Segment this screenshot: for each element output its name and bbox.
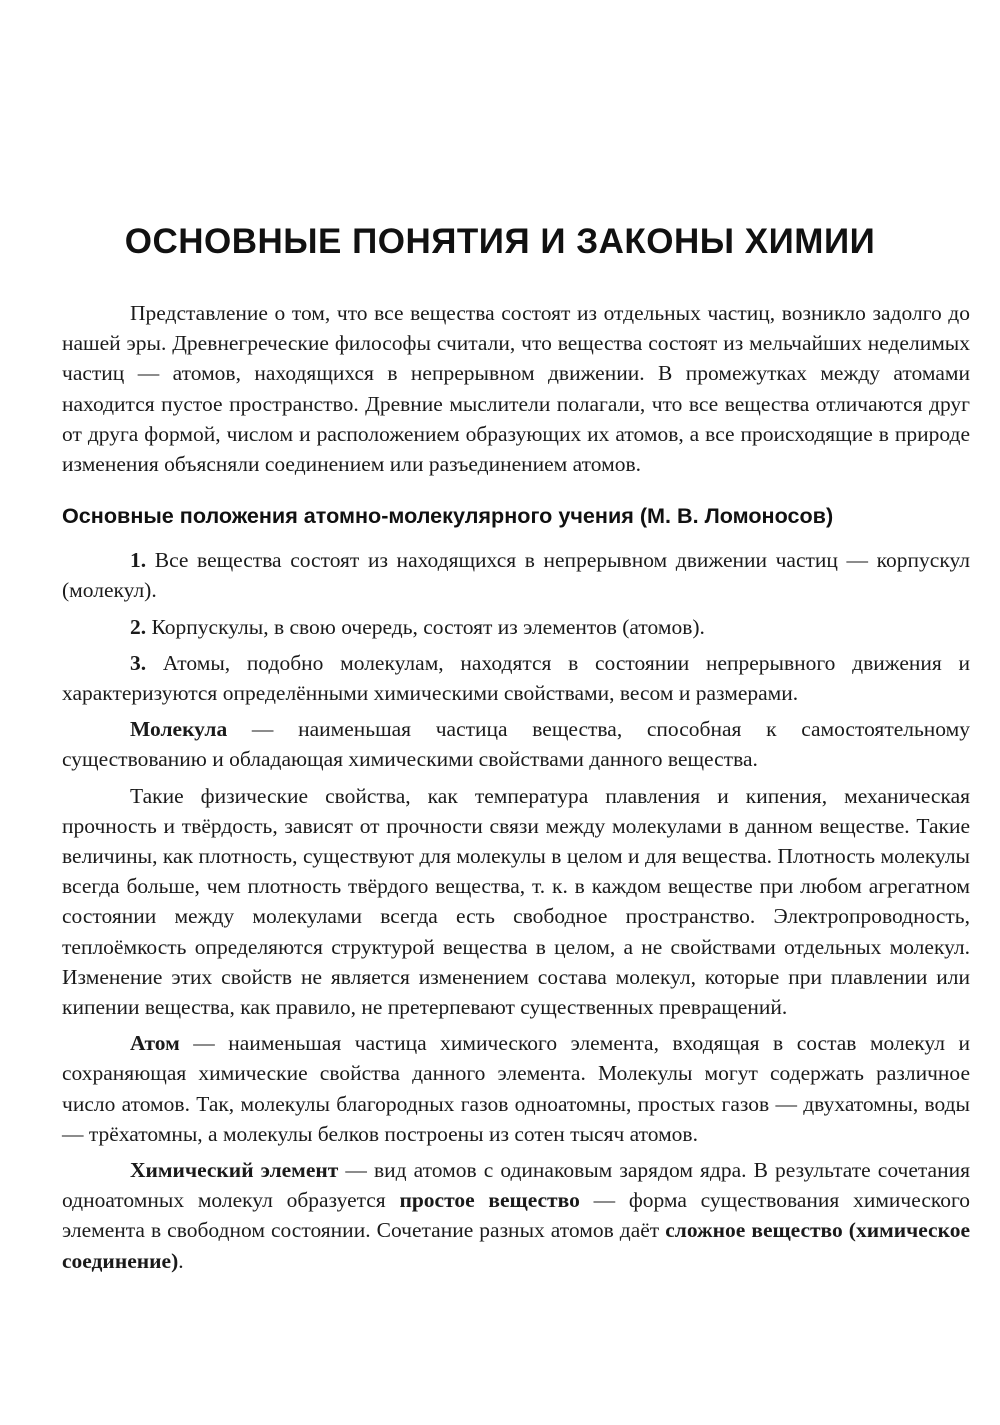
properties-paragraph: Такие физические свойства, как температура плавления и кипения, механическая прочность и твёрдость, зависят от прочности связи между молекулами в данном веществе. Такие величины, как плотность, существуют для молекулы в целом и для вещества. Плотность молекулы всегда больше, чем плотность твёрдого вещества, т. к. в каждом веществе при любом агрегатном состоянии между молекулами всегда есть свободное пространство. Электропроводность, теплоёмкость определяются структурой вещества в целом, а не свойствами отдельных молекул. Изменение этих свойств не является изменением состава молекул, которые при плавлении или кипении вещества, как правило, не претерпевают существенных превращений. [62,783,970,1020]
term-atom: Атом [130,1031,180,1056]
section-heading: Основные положения атомно-молекулярного учения (М. В. Ломоносов) [62,503,834,529]
intro-paragraph: Представление о том, что все вещества состоят из отдельных частиц, возникло задолго до нашей эры. Древнегреческие философы считали, что вещества состоят из мельчайших неделимых частиц — атомов, находящихся в непрерывном движении. В промежутках между атомами находится пустое пространство. Древние мыслители полагали, что все вещества отличаются друг от друга формой, числом и расположением образующих их атомов, а все происходящие в природе изменения объясняли соединением или разъединением атомов. [62,301,970,477]
molecule-definition [62,714,970,774]
term-chemical-element: Химический элемент [130,1158,339,1183]
element-definition [62,1155,970,1276]
term-complex-substance: сложное вещество (химическое соединение) [62,1218,970,1273]
postulate-text: Корпускулы, в свою очередь, состоят из элементов (атомов). [146,614,705,639]
postulate-number: 1. [130,548,147,573]
atom-text: — наименьшая частица химического элемента, входящая в состав молекул и сохраняющая химические свойства данного элемента. Молекулы могут содержать различное число атомов. Так, молекулы благородных газов одноатомны, простых газов — двухатомны, воды — трёхатомны, а молекулы белков построены из сотен тысяч атомов. [62,1031,970,1146]
postulate-number: 3. [130,650,147,675]
postulate-text: Все вещества состоят из находящихся в непрерывном движении частиц — корпускул (молекул). [62,548,970,603]
postulate-text: Атомы, подобно молекулам, находятся в состоянии непрерывного движения и характеризуются определёнными химическими свойствами, весом и размерами. [62,650,970,706]
postulate-2 [62,612,970,642]
element-text-3: . [178,1248,184,1273]
term-simple-substance: простое вещество [399,1188,580,1213]
document-body [62,298,970,1276]
postulate-number: 2. [130,614,147,639]
term-molecule: Молекула [130,717,228,742]
element-text-2: — форма существования химического элемента в свободном состоянии. Сочетание разных атомов даёт [62,1188,971,1243]
element-text-1: — вид атомов с одинаковым зарядом ядра. В результате сочетания одноатомных молекул образуется [62,1158,971,1213]
page-title: ОСНОВНЫЕ ПОНЯТИЯ И ЗАКОНЫ ХИМИИ [124,222,876,261]
postulate-3 [62,648,970,708]
molecule-text: — наименьшая частица вещества, способная к самостоятельному существованию и обладающая химическими свойствами данного вещества. [62,717,970,772]
atom-definition [62,1028,970,1149]
postulate-1 [62,545,970,605]
